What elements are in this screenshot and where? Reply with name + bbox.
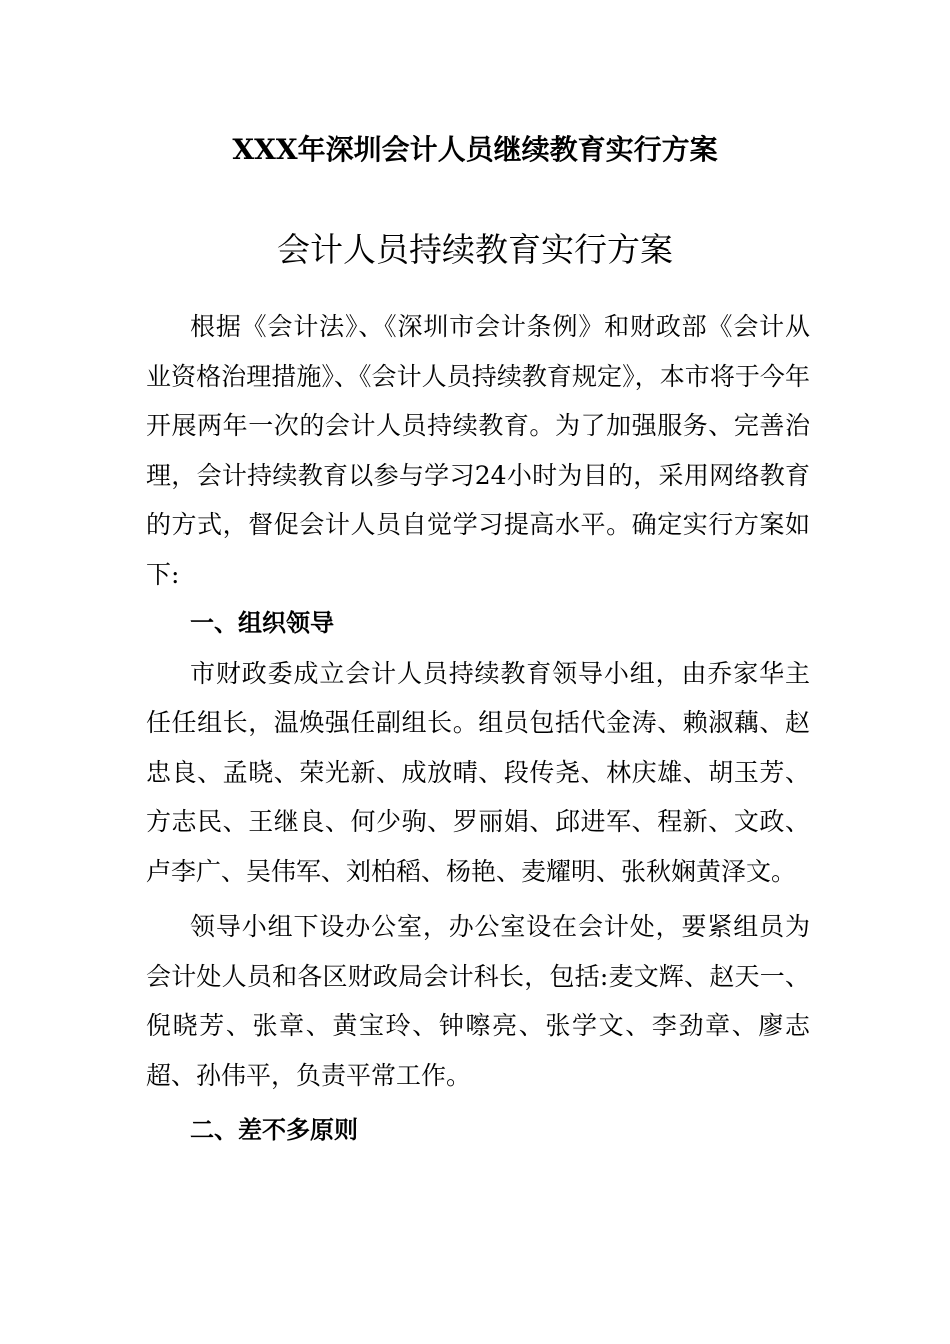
organization-paragraph-1: 市财政委成立会计人员持续教育领导小组，由乔家华主任任组长，温焕强任副组长。组员包括代金涛、赖淑藕、赵忠良、孟晓、荣光新、成放晴、段传尧、林庆雄、胡玉芳、方志民、王继良、何少驹、罗丽娟、邱进军、程新、文政、卢李广、吴伟军、刘柏稻、杨艳、麦耀明、张秋娴黄泽文。: [146, 658, 810, 886]
document-body: [146, 302, 810, 1156]
section-heading-organization: 一、组织领导: [190, 609, 334, 637]
intro-paragraph: 根据《会计法》、《深圳市会计条例》和财政部《会计从业资格治理措施》、《会计人员持续教育规定》，本市将于今年开展两年一次的会计人员持续教育。为了加强服务、完善治理，会计持续教育以参与学习24小时为目的，采用网络教育的方式，督促会计人员自觉学习提高水平。确定实行方案如下:: [146, 312, 810, 589]
section-heading-principles: 二、差不多原则: [190, 1116, 358, 1144]
document-title: XXX年深圳会计人员继续教育实行方案: [232, 133, 718, 166]
document-subtitle: 会计人员持续教育实行方案: [277, 230, 673, 269]
organization-paragraph-2: 领导小组下设办公室，办公室设在会计处，要紧组员为会计处人员和各区财政局会计科长，包括:麦文辉、赵天一、倪晓芳、张章、黄宝玲、钟嚓亮、张学文、李劲章、廖志超、孙伟平，负责平常工作。: [146, 912, 810, 1090]
